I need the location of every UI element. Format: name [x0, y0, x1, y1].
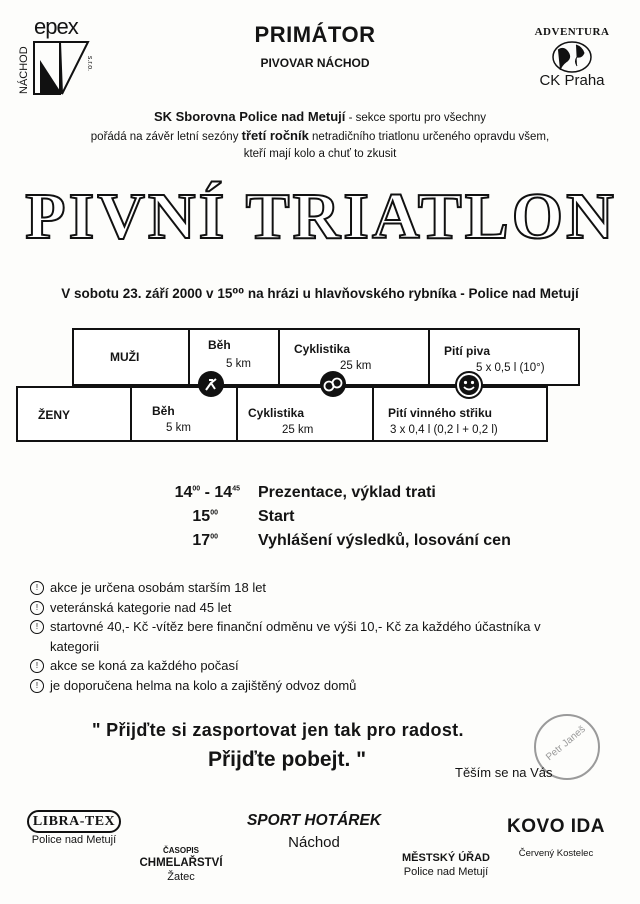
libratex-city: Police nad Metují — [31, 834, 117, 846]
signature-stamp: Petr Janeš — [534, 714, 600, 780]
program-text: Vyhlášení výsledků, losování cen — [258, 532, 511, 549]
epex-logo-word: epex — [34, 14, 78, 39]
intro-line3: kteří mají kolo a chuť to zkusit — [243, 148, 397, 160]
adventura-top: ADVENTURA — [534, 26, 610, 38]
adventura-logo — [524, 26, 620, 89]
runner-icon — [198, 371, 224, 397]
primator-logo — [230, 22, 400, 70]
libratex-logo: LIBRA-TEX — [27, 810, 121, 833]
globe-icon — [550, 40, 594, 74]
smiley-icon — [455, 371, 483, 399]
mestsky-name: MĚSTSKÝ ÚŘAD — [401, 852, 490, 864]
quote-line2: Přijďte pobejt. " — [208, 748, 367, 771]
intro-line2-bold: třetí ročník — [241, 128, 309, 143]
men-bike-value: 25 km — [340, 360, 372, 372]
sponsor-kovo-ida — [496, 816, 616, 859]
women-label: ŽENY — [38, 408, 71, 422]
men-label-cell — [72, 328, 190, 386]
men-run-heading: Běh — [208, 338, 231, 352]
women-drink-value: 3 x 0,4 l (0,2 l + 0,2 l) — [390, 424, 498, 436]
women-drink-heading: Pití vinného střiku — [388, 406, 493, 420]
list-item: ! akce je určena osobám starším 18 let — [30, 578, 590, 598]
intro-text — [40, 108, 600, 163]
intro-line2-a: pořádá na závěr letní sezóny — [90, 131, 242, 143]
list-item: ! akce se koná za každého počasí — [30, 656, 590, 676]
men-bike-heading: Cyklistika — [294, 342, 351, 356]
info-icon: ! — [30, 620, 44, 634]
women-run-heading: Běh — [152, 404, 175, 418]
chmel-label: ČASOPIS — [162, 846, 199, 855]
sponsor-chmelarstvi — [136, 846, 226, 883]
program-time: $15^{00}$ — [192, 508, 218, 525]
hotarek-city: Náchod — [288, 834, 340, 851]
women-bike-value: 25 km — [282, 424, 314, 436]
intro-line1-rest: - sekce sportu pro všechny — [345, 112, 487, 124]
sponsor-libratex — [18, 812, 130, 846]
epex-logo-city: NÁCHOD — [18, 46, 30, 94]
info-icon: ! — [30, 679, 44, 693]
intro-line2-b: netradičního triatlonu určeného opravdu všem, — [308, 131, 550, 143]
date-line: V sobotu 23. září 2000 v 15⁰⁰ na hrázi u hlavňovského rybníka - Police nad Metují — [61, 286, 579, 301]
organizer-name: SK Sborovna Police nad Metují — [153, 109, 346, 124]
women-bike-heading: Cyklistika — [248, 406, 305, 420]
info-icon: ! — [30, 581, 44, 595]
kovo-name: KOVO IDA — [507, 816, 605, 837]
primator-title: PRIMÁTOR — [254, 22, 376, 47]
epex-logo-suffix: s.r.o. — [86, 55, 94, 72]
women-bike-cell — [236, 386, 374, 442]
info-icon: ! — [30, 659, 44, 673]
men-run-value: 5 km — [226, 358, 251, 370]
primator-subtitle: PIVOVAR NÁCHOD — [260, 56, 370, 70]
women-label-cell — [16, 386, 132, 442]
adventura-bottom: CK Praha — [539, 72, 605, 89]
program-time: $14^{00} - 14^{45}$ — [174, 484, 240, 501]
notes-list — [30, 578, 590, 695]
mestsky-city: Police nad Metují — [403, 866, 489, 878]
men-drink-cell — [428, 328, 580, 386]
program-time: $17^{00}$ — [192, 532, 218, 549]
women-run-value: 5 km — [166, 422, 191, 434]
page-title: PIVNÍ TRIATLON — [25, 180, 617, 253]
kovo-city: Červený Kostelec — [518, 848, 594, 859]
program-text: Prezentace, výklad trati — [258, 484, 436, 501]
sponsor-hotarek — [226, 812, 402, 851]
signature-text: Těším se na Vás — [455, 765, 553, 780]
men-drink-value: 5 x 0,5 l (10°) — [476, 362, 545, 374]
sponsor-mestsky-urad — [386, 852, 506, 878]
epex-triangle-icon — [32, 40, 90, 96]
list-item: ! startovné 40,- Kč -vítěz bere finanční odměnu ve výši 10,- Kč za každého účastníka v kategorii — [30, 617, 570, 656]
list-item: ! je doporučena helma na kolo a zajištěný odvoz domů — [30, 676, 590, 696]
men-label: MUŽI — [110, 350, 140, 364]
chmel-city: Žatec — [167, 871, 195, 883]
hotarek-name: SPORT HOTÁREK — [246, 812, 382, 829]
program-text: Start — [258, 508, 295, 525]
list-item: ! veteránská kategorie nad 45 let — [30, 598, 590, 618]
men-bike-cell — [278, 328, 430, 386]
chmel-name: CHMELAŘSTVÍ — [139, 857, 223, 869]
bicycle-icon — [320, 371, 346, 397]
epex-logo — [14, 10, 94, 98]
info-icon: ! — [30, 601, 44, 615]
quote-line1: " Přijďte si zasportovat jen tak pro radost. — [92, 720, 464, 740]
men-drink-heading: Pití piva — [444, 344, 491, 358]
